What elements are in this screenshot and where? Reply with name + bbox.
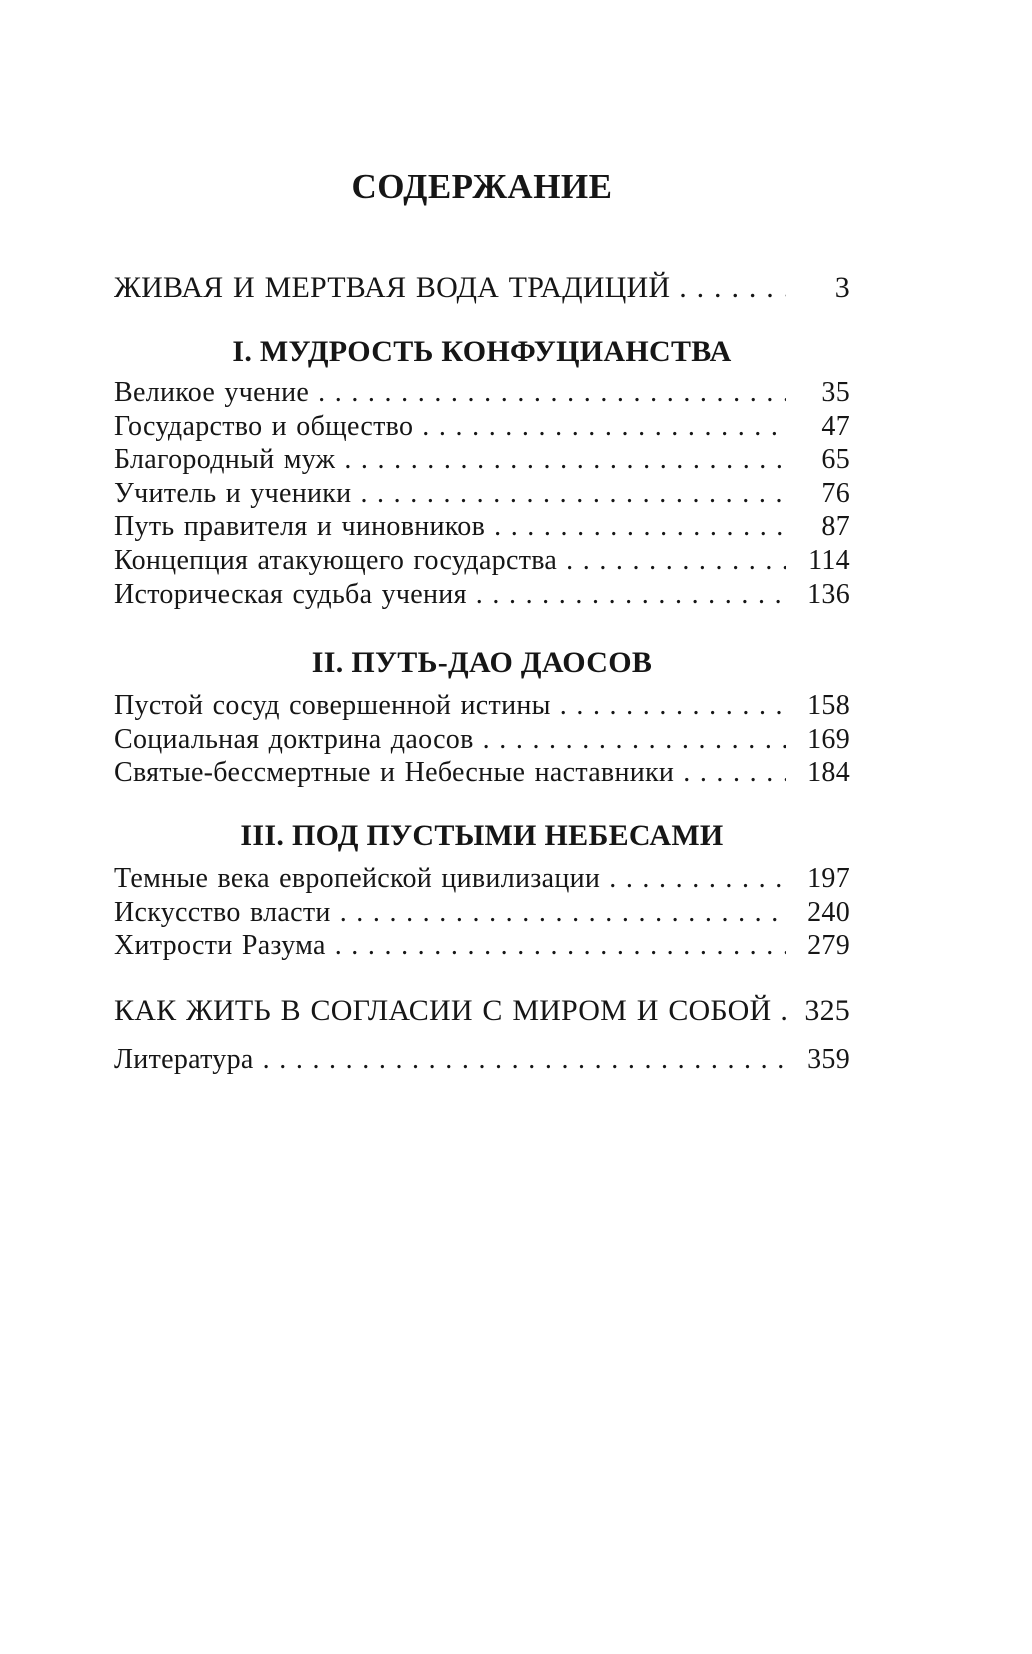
dot-leader: [780, 993, 786, 1029]
toc-entry-page-number: 87: [821, 511, 850, 543]
toc-entry-page-number: 76: [821, 477, 850, 509]
toc-entry-row: [114, 929, 850, 963]
toc-entry-row: [114, 993, 850, 1029]
toc-entry-page-number: 3: [834, 271, 850, 304]
section-entries: [114, 689, 850, 790]
toc-entry-page-number: 359: [807, 1043, 850, 1075]
dot-leader: [263, 1043, 786, 1077]
toc-entry-label: Путь правителя и чиновников: [114, 511, 486, 543]
toc-entry-page-number: 114: [808, 544, 850, 576]
toc-entry-label: Историческая судьба учения: [114, 578, 467, 610]
toc-entry-row: [114, 443, 850, 477]
toc-entry-row: [114, 1043, 850, 1077]
toc-entry-label: ЖИВАЯ И МЕРТВАЯ ВОДА ТРАДИЦИЙ: [114, 271, 671, 304]
toc-entry-page-number: 197: [807, 862, 850, 894]
toc-entry-row: [114, 723, 850, 757]
toc-entry-label: Искусство власти: [114, 896, 331, 928]
toc-entry-row: [114, 896, 850, 930]
dot-leader: [683, 756, 786, 790]
toc-entry-page-number: 136: [807, 578, 850, 610]
dot-leader: [360, 477, 786, 511]
toc-entry-row: [114, 689, 850, 723]
toc-entry-page-number: 47: [821, 410, 850, 442]
section-heading: II. ПУТЬ-ДАО ДАОСОВ: [311, 646, 653, 680]
dot-leader: [340, 896, 786, 930]
dot-leader: [335, 929, 786, 963]
toc-entry-page-number: 184: [807, 757, 850, 789]
toc-section-1: [114, 334, 850, 611]
toc-entry-row: [114, 756, 850, 790]
dot-leader: [344, 443, 786, 477]
toc-entry-page-number: 240: [807, 896, 850, 928]
toc-entry-label: Учитель и ученики: [114, 477, 352, 509]
toc-entry-page-number: 279: [807, 930, 850, 962]
toc-entry-label: Святые-бессмертные и Небесные наставники: [114, 757, 675, 789]
section-entries: [114, 862, 850, 963]
toc-entry-page-number: 169: [807, 723, 850, 755]
toc-entry-page-number: 158: [807, 690, 850, 722]
toc-entry-row: [114, 477, 850, 511]
toc-entry-row: [114, 862, 850, 896]
toc-entry-label: КАК ЖИТЬ В СОГЛАСИИ С МИРОМ И СОБОЙ: [114, 993, 772, 1027]
toc-entry-row: [114, 270, 850, 306]
dot-leader: [318, 376, 786, 410]
toc-section-3: [114, 818, 850, 963]
toc-entry-row: [114, 578, 850, 612]
toc-entry-label: Социальная доктрина даосов: [114, 723, 474, 755]
dot-leader: [476, 578, 786, 612]
toc-entry-row: [114, 376, 850, 410]
toc-entry-label: Концепция атакующего государства: [114, 544, 558, 576]
toc-entry-label: Темные века европейской цивилизации: [114, 862, 601, 894]
toc-entry-row: [114, 410, 850, 444]
dot-leader: [494, 510, 786, 544]
dot-leader: [422, 410, 786, 444]
toc-entry-label: Благородный муж: [114, 444, 336, 476]
page-title: СОДЕРЖАНИЕ: [351, 167, 613, 206]
toc-entry-label: Великое учение: [114, 377, 310, 408]
dot-leader: [609, 862, 786, 896]
toc-entry-label: Литература: [114, 1043, 254, 1075]
toc-entry-row: [114, 510, 850, 544]
toc-section-2: [114, 645, 850, 790]
toc-entry-row: [114, 544, 850, 578]
dot-leader: [560, 689, 786, 723]
dot-leader: [483, 723, 786, 757]
toc-entry-label: Государство и общество: [114, 410, 414, 442]
toc-entry-page-number: 65: [821, 444, 850, 476]
toc-entry-page-number: 35: [821, 377, 850, 408]
toc-entry-label: Пустой сосуд совершенной истины: [114, 690, 551, 722]
section-heading: III. ПОД ПУСТЫМИ НЕБЕСАМИ: [240, 818, 724, 852]
dot-leader: [679, 270, 786, 306]
section-heading: I. МУДРОСТЬ КОНФУЦИАНСТВА: [232, 335, 732, 368]
section-entries: [114, 376, 850, 611]
toc-entry-label: Хитрости Разума: [114, 930, 326, 962]
toc-entry-page-number: 325: [804, 993, 850, 1027]
dot-leader: [566, 544, 786, 578]
